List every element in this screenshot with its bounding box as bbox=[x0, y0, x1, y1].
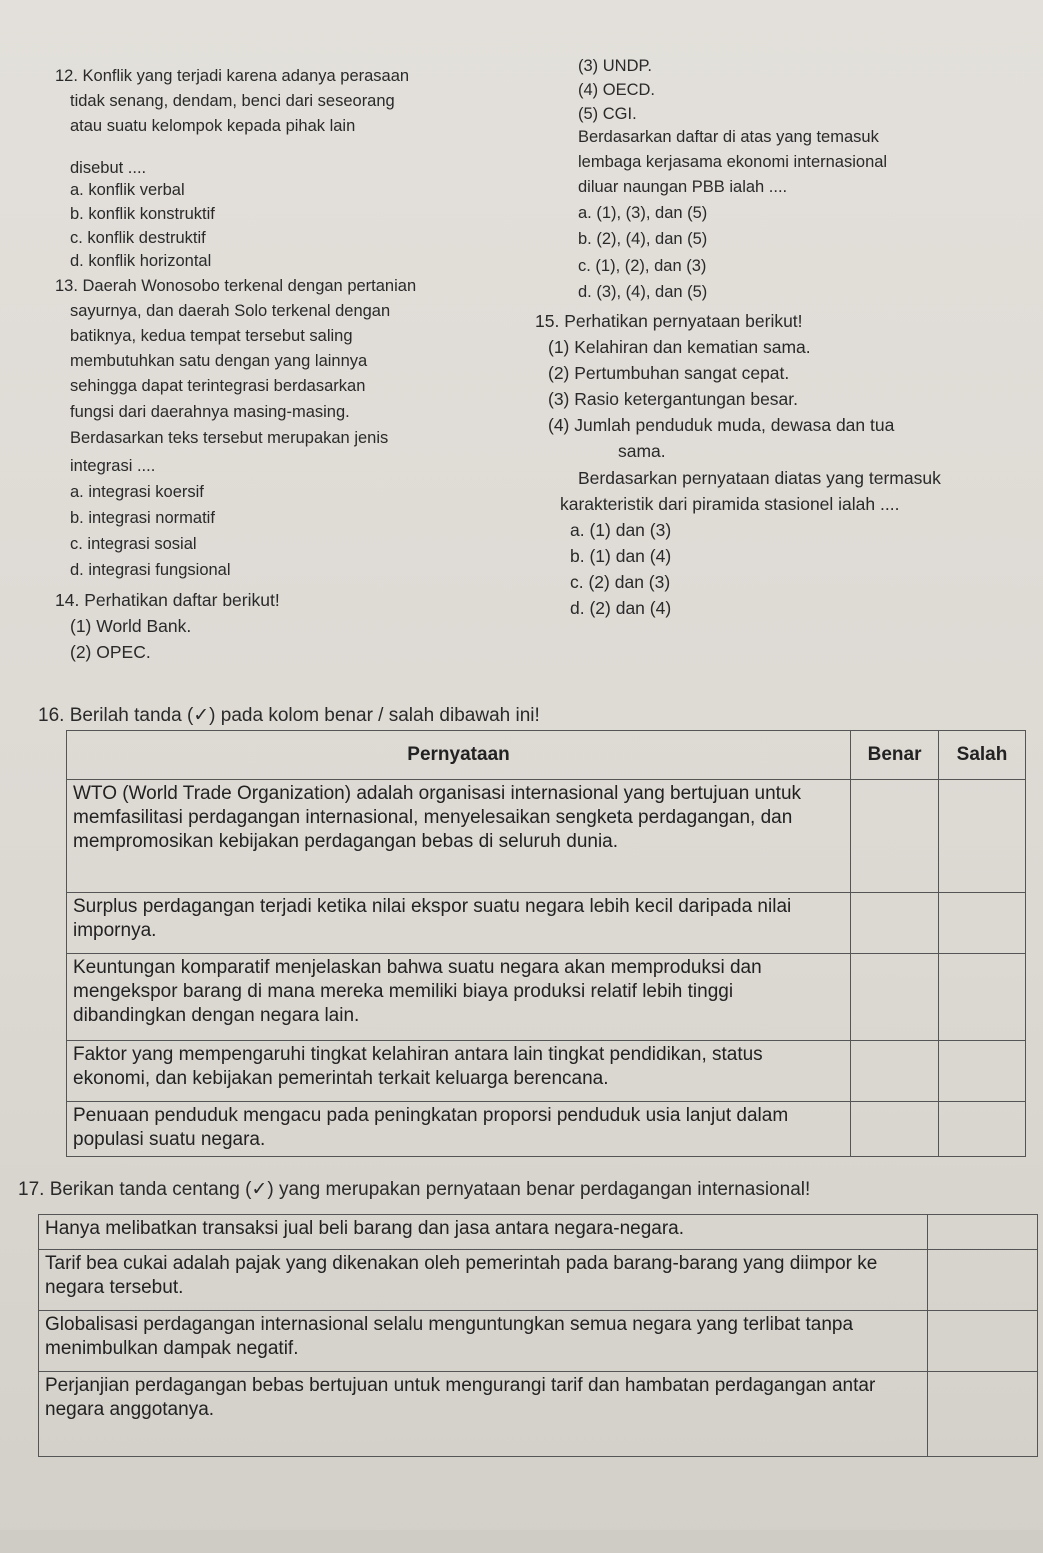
table-row bbox=[67, 1041, 1026, 1102]
q16-false-cell[interactable] bbox=[939, 893, 1026, 954]
q17-check-cell[interactable] bbox=[928, 1372, 1038, 1457]
q13-line-7: Berdasarkan teks tersebut merupakan jenis bbox=[70, 429, 389, 447]
q13-line-4: membutuhkan satu dengan yang lainnya bbox=[70, 352, 368, 370]
q16-header-true: Benar bbox=[851, 731, 939, 780]
q15-option-b: b. (1) dan (4) bbox=[570, 546, 672, 566]
q16-statement-5: Penuaan penduduk mengacu pada peningkatan proporsi penduduk usia lanjut dalam populasi suatu negara. bbox=[67, 1102, 851, 1157]
q16-statement-3: Keuntungan komparatif menjelaskan bahwa suatu negara akan memproduksi dan mengekspor barang di mana mereka memiliki biaya produksi relatif lebih tinggi dibandingkan dengan negara lain. bbox=[67, 954, 851, 1041]
q13-line-1: 13. Daerah Wonosobo terkenal dengan pertanian bbox=[55, 277, 417, 295]
q12-option-a: a. konflik verbal bbox=[70, 181, 185, 199]
q15-option-a: a. (1) dan (3) bbox=[570, 520, 672, 540]
q15-line-2: Berdasarkan pernyataan diatas yang termasuk bbox=[578, 468, 941, 488]
q15-item-1: (1) Kelahiran dan kematian sama. bbox=[548, 337, 811, 357]
q17-statement-3: Globalisasi perdagangan internasional selalu menguntungkan semua negara yang terlibat tanpa menimbulkan dampak negatif. bbox=[39, 1311, 928, 1372]
q12-option-b: b. konflik konstruktif bbox=[70, 205, 215, 223]
q16-statement-2: Surplus perdagangan terjadi ketika nilai ekspor suatu negara lebih kecil daripada nilai impornya. bbox=[67, 893, 851, 954]
q16-header-statement: Pernyataan bbox=[67, 731, 851, 780]
table-row bbox=[67, 954, 1026, 1041]
q15-item-2: (2) Pertumbuhan sangat cepat. bbox=[548, 363, 790, 383]
q14-option-b: b. (2), (4), dan (5) bbox=[578, 230, 708, 248]
q16-statement-4: Faktor yang mempengaruhi tingkat kelahiran antara lain tingkat pendidikan, status ekonomi, dan kebijakan pemerintah terkait keluarga berencana. bbox=[67, 1041, 851, 1102]
q16-false-cell[interactable] bbox=[939, 1041, 1026, 1102]
q16-statement-1: WTO (World Trade Organization) adalah organisasi internasional yang bertujuan untuk memfasilitasi perdagangan internasional, menyelesaikan sengketa perdagangan, dan mempromosikan kebijakan perdagangan bebas di seluruh dunia. bbox=[67, 780, 851, 893]
q16-true-cell[interactable] bbox=[851, 954, 939, 1041]
q16-header-row bbox=[67, 731, 1026, 780]
q14-item-4: (4) OECD. bbox=[578, 81, 656, 99]
q15-option-d: d. (2) dan (4) bbox=[570, 598, 672, 618]
q17-table bbox=[38, 1214, 1038, 1457]
q15-item-4-cont: sama. bbox=[618, 441, 666, 461]
q14-line-3: lembaga kerjasama ekonomi internasional bbox=[578, 153, 888, 171]
q17-statement-2: Tarif bea cukai adalah pajak yang dikenakan oleh pemerintah pada barang-barang yang diimpor ke negara tersebut. bbox=[39, 1250, 928, 1311]
q12-option-d: d. konflik horizontal bbox=[70, 252, 212, 270]
q14-line-1: 14. Perhatikan daftar berikut! bbox=[55, 590, 280, 610]
q16-true-cell[interactable] bbox=[851, 1041, 939, 1102]
q14-item-3: (3) UNDP. bbox=[578, 57, 652, 75]
table-row bbox=[67, 893, 1026, 954]
q14-item-1: (1) World Bank. bbox=[70, 616, 192, 636]
q16-false-cell[interactable] bbox=[939, 780, 1026, 893]
q16-true-cell[interactable] bbox=[851, 780, 939, 893]
q16-instruction: 16. Berilah tanda (✓) pada kolom benar / salah dibawah ini! bbox=[38, 705, 540, 726]
q13-line-6: fungsi dari daerahnya masing-masing. bbox=[70, 403, 350, 421]
table-row bbox=[39, 1372, 1038, 1457]
q16-header-false: Salah bbox=[939, 731, 1026, 780]
q13-option-d: d. integrasi fungsional bbox=[70, 561, 231, 579]
table-row bbox=[39, 1215, 1038, 1250]
q14-option-d: d. (3), (4), dan (5) bbox=[578, 283, 708, 301]
q17-statement-1: Hanya melibatkan transaksi jual beli barang dan jasa antara negara-negara. bbox=[39, 1215, 928, 1250]
q14-item-5: (5) CGI. bbox=[578, 105, 637, 123]
q14-item-2: (2) OPEC. bbox=[70, 642, 151, 662]
q17-check-cell[interactable] bbox=[928, 1250, 1038, 1311]
q15-line-3: karakteristik dari piramida stasionel ialah .... bbox=[560, 494, 900, 514]
q13-option-a: a. integrasi koersif bbox=[70, 483, 204, 501]
q17-check-cell[interactable] bbox=[928, 1215, 1038, 1250]
q12-line-3: atau suatu kelompok kepada pihak lain bbox=[70, 117, 356, 135]
table-row bbox=[67, 780, 1026, 893]
q16-table bbox=[66, 730, 1026, 1157]
q16-true-cell[interactable] bbox=[851, 1102, 939, 1157]
q15-item-3: (3) Rasio ketergantungan besar. bbox=[548, 389, 799, 409]
q16-false-cell[interactable] bbox=[939, 1102, 1026, 1157]
q14-option-c: c. (1), (2), dan (3) bbox=[578, 257, 707, 275]
q14-option-a: a. (1), (3), dan (5) bbox=[578, 204, 708, 222]
q15-item-4: (4) Jumlah penduduk muda, dewasa dan tua bbox=[548, 415, 895, 435]
q15-line-1: 15. Perhatikan pernyataan berikut! bbox=[535, 311, 803, 331]
q12-line-2: tidak senang, dendam, benci dari seseorang bbox=[70, 92, 395, 110]
table-row bbox=[39, 1311, 1038, 1372]
q13-option-c: c. integrasi sosial bbox=[70, 535, 197, 553]
q15-option-c: c. (2) dan (3) bbox=[570, 572, 671, 592]
q17-instruction: 17. Berikan tanda centang (✓) yang merupakan pernyataan benar perdagangan internasional! bbox=[18, 1179, 811, 1200]
q17-check-cell[interactable] bbox=[928, 1311, 1038, 1372]
q17-statement-4: Perjanjian perdagangan bebas bertujuan untuk mengurangi tarif dan hambatan perdagangan antar negara anggotanya. bbox=[39, 1372, 928, 1457]
q14-line-2: Berdasarkan daftar di atas yang temasuk bbox=[578, 128, 879, 146]
table-row bbox=[67, 1102, 1026, 1157]
q13-line-2: sayurnya, dan daerah Solo terkenal dengan bbox=[70, 302, 391, 320]
q16-true-cell[interactable] bbox=[851, 893, 939, 954]
q12-line-1: 12. Konflik yang terjadi karena adanya perasaan bbox=[55, 67, 410, 85]
q13-line-8: integrasi .... bbox=[70, 457, 156, 475]
q12-option-c: c. konflik destruktif bbox=[70, 229, 206, 247]
q13-line-3: batiknya, kedua tempat tersebut saling bbox=[70, 327, 353, 345]
q13-option-b: b. integrasi normatif bbox=[70, 509, 215, 527]
page-bottom-edge bbox=[0, 1530, 1043, 1553]
q12-line-4: disebut .... bbox=[70, 159, 147, 177]
q16-false-cell[interactable] bbox=[939, 954, 1026, 1041]
q14-line-4: diluar naungan PBB ialah .... bbox=[578, 178, 788, 196]
table-row bbox=[39, 1250, 1038, 1311]
q13-line-5: sehingga dapat terintegrasi berdasarkan bbox=[70, 377, 366, 395]
